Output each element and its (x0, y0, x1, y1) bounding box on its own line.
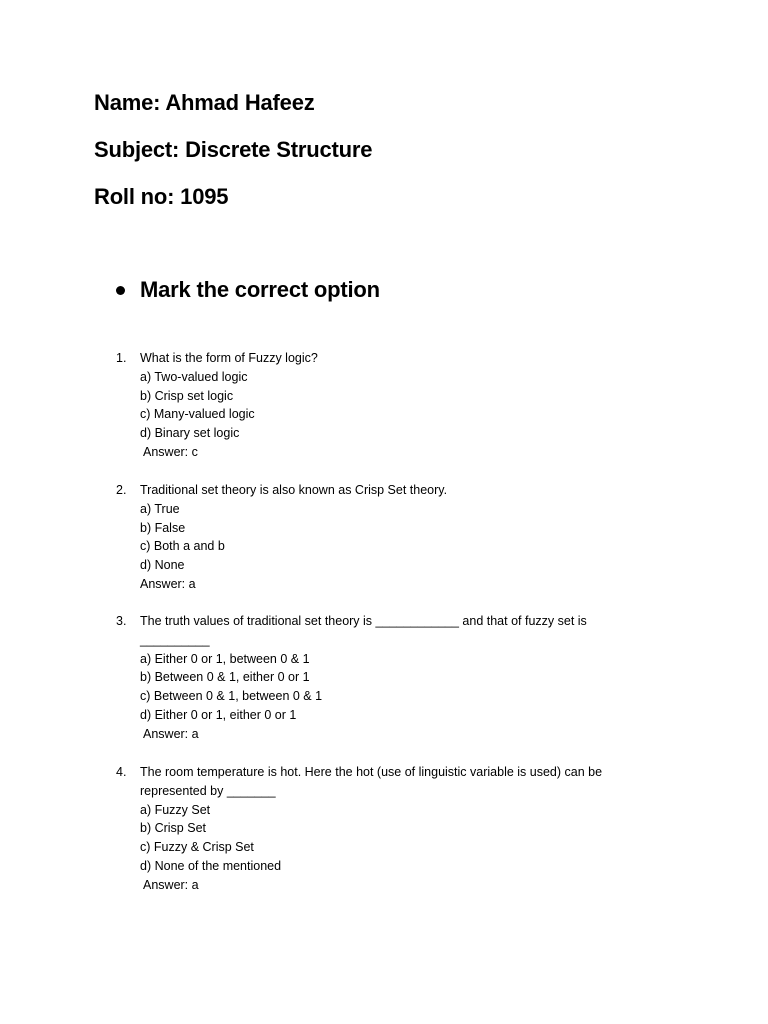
question-text: Traditional set theory is also known as Crisp Set theory. (140, 483, 448, 497)
subject-line: Subject: Discrete Structure (94, 137, 373, 162)
answer-line: Answer: c (143, 444, 198, 459)
option-d: d) Either 0 or 1, either 0 or 1 (140, 707, 297, 722)
question-number: 2. (116, 483, 127, 497)
section-heading-text: Mark the correct option (140, 277, 380, 302)
option-a: a) Two-valued logic (140, 369, 248, 384)
option-a: a) True (140, 501, 180, 516)
question-number: 1. (116, 351, 127, 365)
option-b: b) Crisp set logic (140, 388, 234, 403)
question-text: The room temperature is hot. Here the hot (use of linguistic variable is used) can be represented by _______ (140, 765, 603, 798)
question-text: The truth values of traditional set theory is ____________ and that of fuzzy set is __________ (140, 614, 587, 647)
option-a: a) Either 0 or 1, between 0 & 1 (140, 651, 310, 666)
question-text: What is the form of Fuzzy logic? (140, 351, 318, 365)
option-c: c) Fuzzy & Crisp Set (140, 840, 254, 855)
answer-line: Answer: a (143, 877, 199, 892)
answer-line: Answer: a (143, 726, 199, 741)
question-4 (116, 763, 636, 895)
option-c: c) Both a and b (140, 539, 225, 554)
option-d: d) None of the mentioned (140, 858, 282, 873)
option-d: d) Binary set logic (140, 426, 240, 441)
question-number: 4. (116, 765, 127, 779)
option-b: b) Crisp Set (140, 821, 206, 836)
question-3 (116, 612, 636, 744)
option-c: c) Many-valued logic (140, 407, 255, 422)
question-number: 3. (116, 614, 127, 628)
student-name: Name: Ahmad Hafeez (94, 90, 315, 115)
section-heading (116, 277, 380, 303)
bullet-icon (116, 286, 125, 295)
option-a: a) Fuzzy Set (140, 802, 211, 817)
roll-number: Roll no: 1095 (94, 184, 229, 209)
option-c: c) Between 0 & 1, between 0 & 1 (140, 689, 323, 704)
question-2 (116, 481, 636, 594)
option-d: d) None (140, 558, 185, 573)
option-b: b) False (140, 520, 186, 535)
answer-line: Answer: a (140, 576, 196, 591)
question-1 (116, 349, 636, 462)
option-b: b) Between 0 & 1, either 0 or 1 (140, 670, 310, 685)
